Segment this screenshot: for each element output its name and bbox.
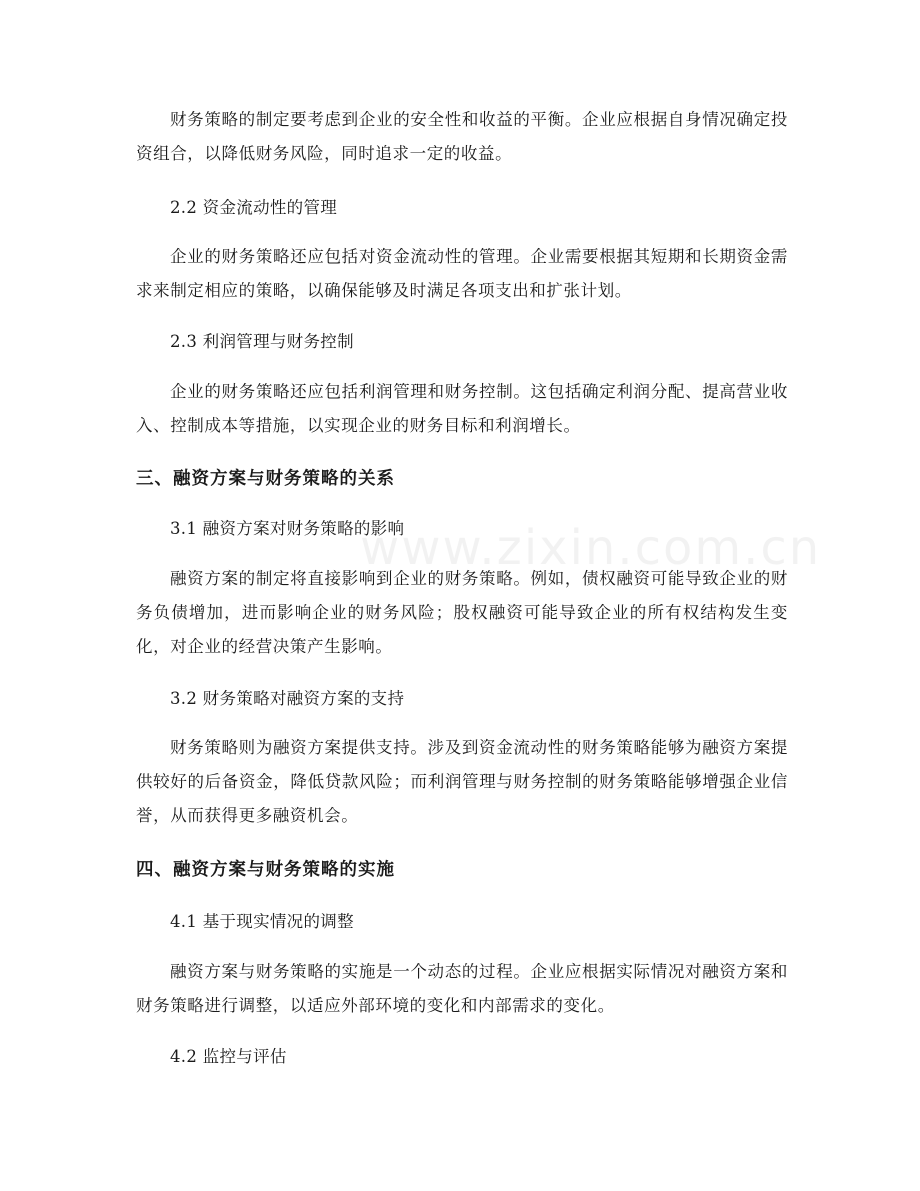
subheading-3-2: 3.2 财务策略对融资方案的支持 [170, 689, 405, 708]
paragraph-financing-impact: 融资方案的制定将直接影响到企业的财务策略。例如，债权融资可能导致企业的财务负债增加，进而影响企业的财务风险；股权融资可能导致企业的所有权结构发生变化，对企业的经营决策产生影响。 [136, 569, 788, 656]
paragraph-liquidity-management: 企业的财务策略还应包括对资金流动性的管理。企业需要根据其短期和长期资金需求来制定相应的策略，以确保能够及时满足各项支出和扩张计划。 [136, 247, 788, 300]
section-heading-4: 四、融资方案与财务策略的实施 [136, 860, 395, 880]
watermark: www.zixin.com.cn [360, 520, 822, 576]
section-heading-3: 三、融资方案与财务策略的关系 [136, 469, 395, 489]
paragraph-security-return-balance: 财务策略的制定要考虑到企业的安全性和收益的平衡。企业应根据自身情况确定投资组合，以降低财务风险，同时追求一定的收益。 [136, 110, 788, 163]
subheading-4-2: 4.2 监控与评估 [170, 1047, 287, 1066]
subheading-4-1: 4.1 基于现实情况的调整 [170, 912, 354, 931]
paragraph-profit-control: 企业的财务策略还应包括利润管理和财务控制。这包括确定利润分配、提高营业收入、控制成本等措施，以实现企业的财务目标和利润增长。 [136, 382, 788, 435]
paragraph-strategy-support: 财务策略则为融资方案提供支持。涉及到资金流动性的财务策略能够为融资方案提供较好的后备资金，降低贷款风险；而利润管理与财务控制的财务策略能够增强企业信誉，从而获得更多融资机会。 [136, 738, 788, 825]
subheading-2-3: 2.3 利润管理与财务控制 [170, 332, 354, 351]
paragraph-implementation-adjustment: 融资方案与财务策略的实施是一个动态的过程。企业应根据实际情况对融资方案和财务策略进行调整，以适应外部环境的变化和内部需求的变化。 [136, 962, 788, 1015]
subheading-2-2: 2.2 资金流动性的管理 [170, 198, 338, 217]
subheading-3-1: 3.1 融资方案对财务策略的影响 [170, 519, 405, 538]
